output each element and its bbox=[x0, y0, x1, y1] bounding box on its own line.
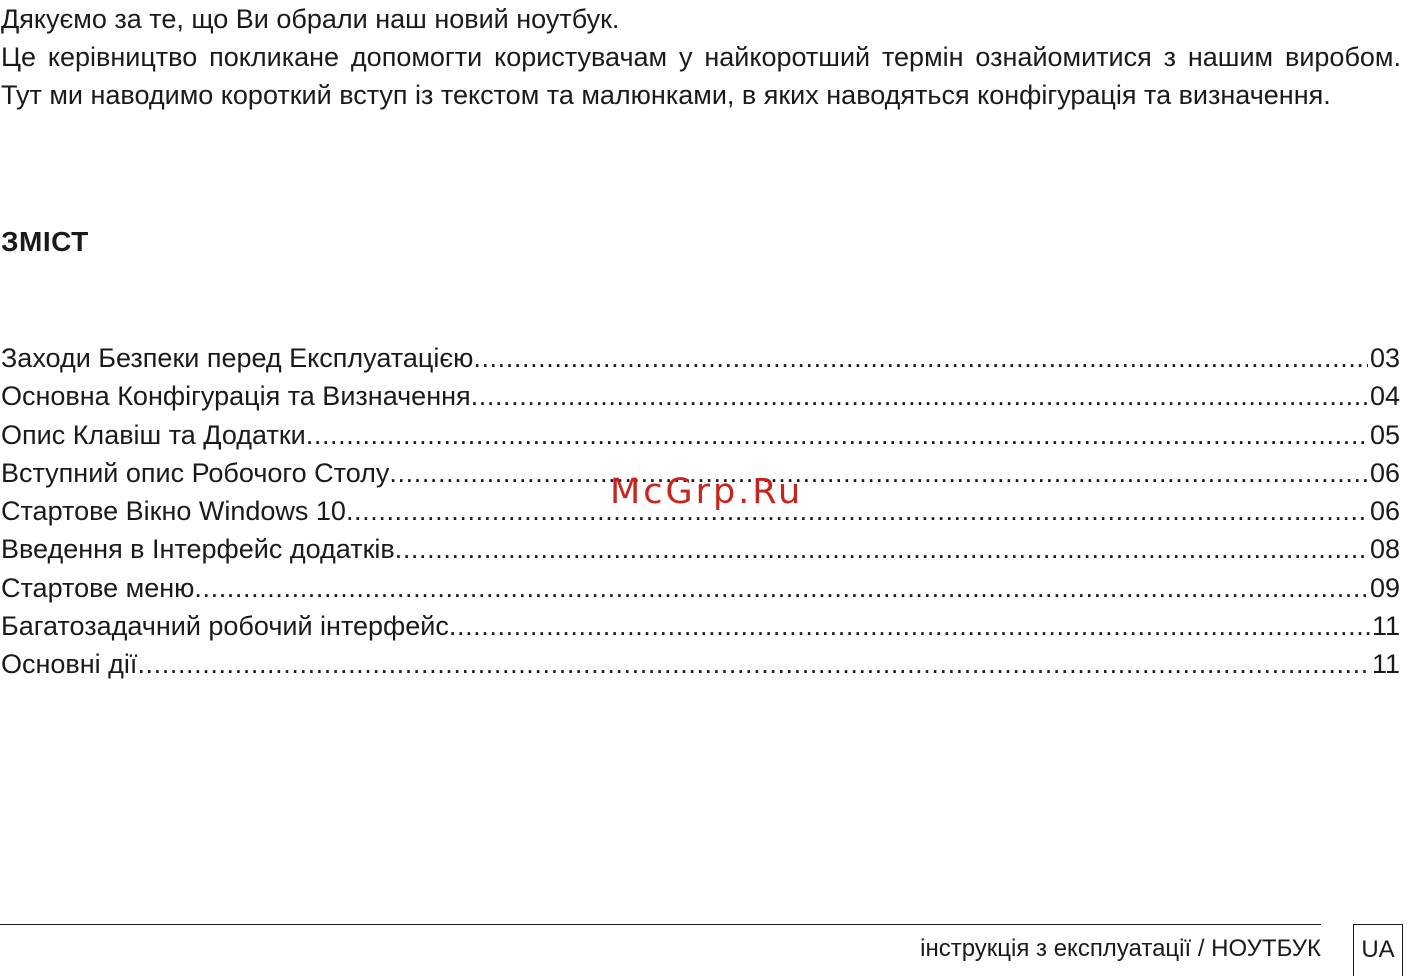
toc-entry-page: 04 bbox=[1369, 381, 1400, 412]
intro-paragraph: Це керівництво покликане допомогти користувачам у найкоротший термін ознайомитися з нашим виробом. Тут ми наводимо короткий вступ із текстом та малюнками, в яких наводяться конфігурація та визначення. bbox=[1, 42, 1401, 110]
toc-leader-dots bbox=[306, 416, 1368, 454]
toc-entry-page: 11 bbox=[1371, 649, 1400, 680]
toc-entry-title: Основна Конфігурація та Визначення bbox=[1, 381, 471, 412]
toc-entry-page: 06 bbox=[1369, 496, 1400, 527]
toc-entry-page: 03 bbox=[1369, 343, 1400, 373]
toc-entry[interactable] bbox=[1, 569, 1400, 607]
footer-caption: інструкція з експлуатації / НОУТБУК bbox=[920, 935, 1321, 962]
toc-entry-title: Багатозадачний робочий інтерфейс bbox=[1, 611, 449, 642]
toc-entry[interactable] bbox=[1, 645, 1400, 683]
toc-entry[interactable] bbox=[1, 530, 1400, 568]
toc-leader-dots bbox=[395, 530, 1368, 568]
toc-entry-title: Стартове Вікно Windows 10 bbox=[1, 496, 346, 527]
toc-heading: ЗМІСТ bbox=[1, 226, 89, 257]
toc-entry[interactable] bbox=[1, 339, 1400, 377]
toc-entry-page: 08 bbox=[1369, 534, 1400, 565]
intro-thanks-line: Дякуємо за те, що Ви обрали наш новий ноутбук. bbox=[1, 4, 620, 34]
toc-entry-title: Вступний опис Робочого Столу bbox=[1, 457, 390, 488]
toc-entry-title: Введення в Інтерфейс додатків bbox=[1, 534, 395, 565]
language-badge: UA bbox=[1353, 924, 1403, 976]
watermark: McGrp.Ru bbox=[610, 472, 804, 512]
toc-leader-dots bbox=[449, 607, 1370, 645]
toc-leader-dots bbox=[137, 645, 1370, 683]
toc-entry-title: Стартове меню bbox=[1, 572, 195, 603]
toc-entry-page: 05 bbox=[1369, 419, 1400, 450]
toc-entry-title: Основні дії bbox=[1, 649, 138, 680]
toc-entry-page: 06 bbox=[1369, 457, 1400, 488]
toc-leader-dots bbox=[473, 339, 1368, 377]
toc-entry-page: 11 bbox=[1371, 611, 1400, 642]
toc-entry-title: Заходи Безпеки перед Експлуатацією bbox=[1, 343, 474, 373]
toc-leader-dots bbox=[389, 454, 1368, 492]
toc-entry[interactable] bbox=[1, 607, 1400, 645]
toc-entry[interactable] bbox=[1, 416, 1400, 454]
toc-leader-dots bbox=[194, 569, 1368, 607]
intro-text bbox=[1, 0, 1401, 114]
toc-leader-dots bbox=[346, 492, 1368, 530]
toc-entry[interactable] bbox=[1, 377, 1400, 415]
toc-entry-page: 09 bbox=[1369, 572, 1400, 603]
footer-divider bbox=[0, 924, 1321, 925]
toc-leader-dots bbox=[471, 377, 1368, 415]
toc-entry-title: Опис Клавіш та Додатки bbox=[1, 419, 306, 450]
